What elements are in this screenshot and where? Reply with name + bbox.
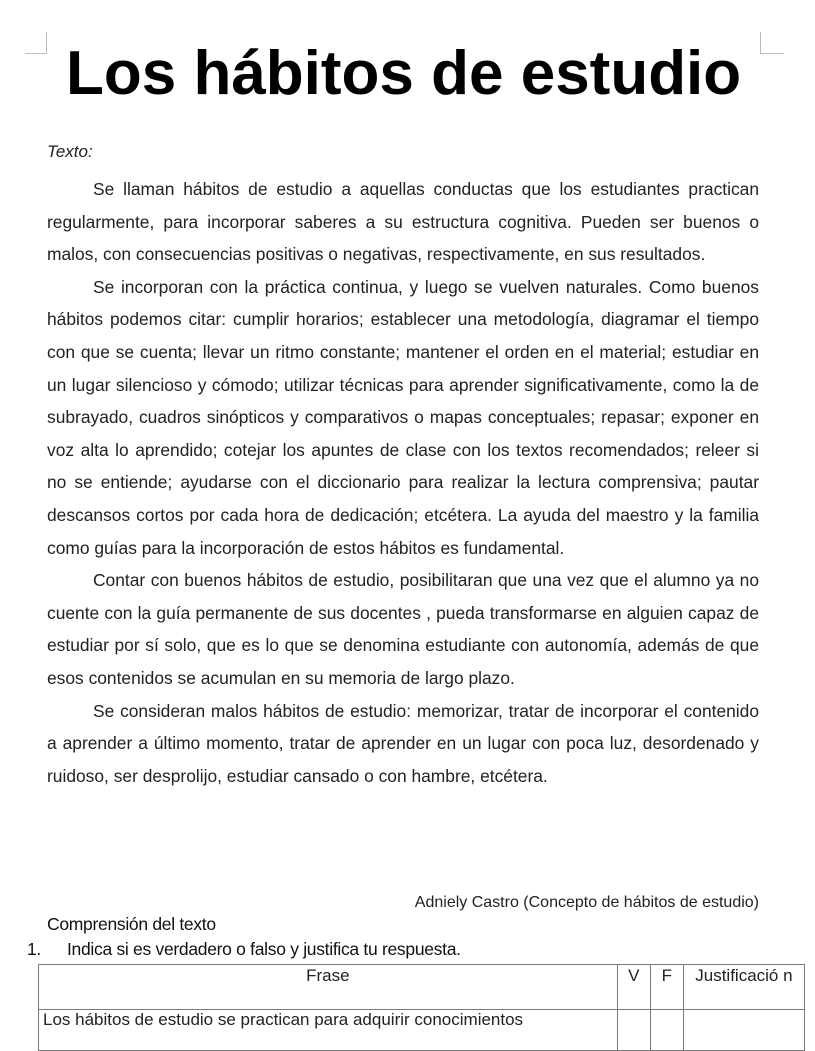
cell-f[interactable] (650, 1010, 683, 1051)
attribution: Adniely Castro (Concepto de hábitos de estudio) (414, 894, 759, 911)
section-heading-comprension: Comprensión del texto (47, 914, 216, 934)
document-title: Los hábitos de estudio (66, 39, 742, 108)
header-justificacion: Justificació n (683, 965, 804, 1010)
question-text: Indica si es verdadero o falso y justifica tu respuesta. (67, 939, 461, 959)
table-row (39, 1010, 805, 1051)
cell-v[interactable] (617, 1010, 650, 1051)
header-f: F (650, 965, 683, 1010)
header-frase: Frase (39, 965, 618, 1010)
cell-frase: Los hábitos de estudio se practican para adquirir conocimientos (39, 1010, 618, 1051)
header-v: V (617, 965, 650, 1010)
question-number: 1. (27, 939, 41, 959)
text-label: Texto: (47, 142, 93, 161)
page-corner-mark-right (760, 32, 784, 54)
paragraph-1: Se llaman hábitos de estudio a aquellas conductas que los estudiantes practican regularmente, para incorporar saberes a su estructura cognitiva. Pueden ser buenos o malos, con consecuencias positivas o negativas, respectivamente, en sus resultados. (47, 179, 759, 265)
question-1 (27, 939, 461, 960)
cell-justificacion[interactable] (683, 1010, 804, 1051)
true-false-table (38, 964, 805, 1051)
paragraph-3: Contar con buenos hábitos de estudio, posibilitaran que una vez que el alumno ya no cuente con la guía permanente de sus docentes , pueda transformarse en alguien capaz de estudiar por sí solo, que es lo que se denomina estudiante con autonomía, además de que esos contenidos se acumulan en su memoria de largo plazo. (47, 570, 759, 688)
paragraph-2: Se incorporan con la práctica continua, y luego se vuelven naturales. Como buenos hábitos podemos citar: cumplir horarios; establecer una metodología, diagramar el tiempo con que se cuenta; llevar un ritmo constante; mantener el orden en el material; estudiar en un lugar silencioso y cómodo; utilizar técnicas para aprender significativamente, como la de subrayado, cuadros sinópticos y comparativos o mapas conceptuales; repasar; exponer en voz alta lo aprendido; cotejar los apuntes de clase con los textos recomendados; releer si no se entiende; ayudarse con el diccionario para realizar la lectura comprensiva; pautar descansos cortos por cada hora de dedicación; etcétera. La ayuda del maestro y la familia como guías para la incorporación de estos hábitos es fundamental. (47, 276, 759, 558)
paragraph-4: Se consideran malos hábitos de estudio: memorizar, tratar de incorporar el contenido a aprender a último momento, tratar de aprender en un lugar con poca luz, desordenado y ruidoso, ser desprolijo, estudiar cansado o con hambre, etcétera. (47, 700, 759, 786)
reading-text (47, 173, 759, 792)
page-corner-mark-left (25, 32, 47, 54)
table-header-row (39, 965, 805, 1010)
